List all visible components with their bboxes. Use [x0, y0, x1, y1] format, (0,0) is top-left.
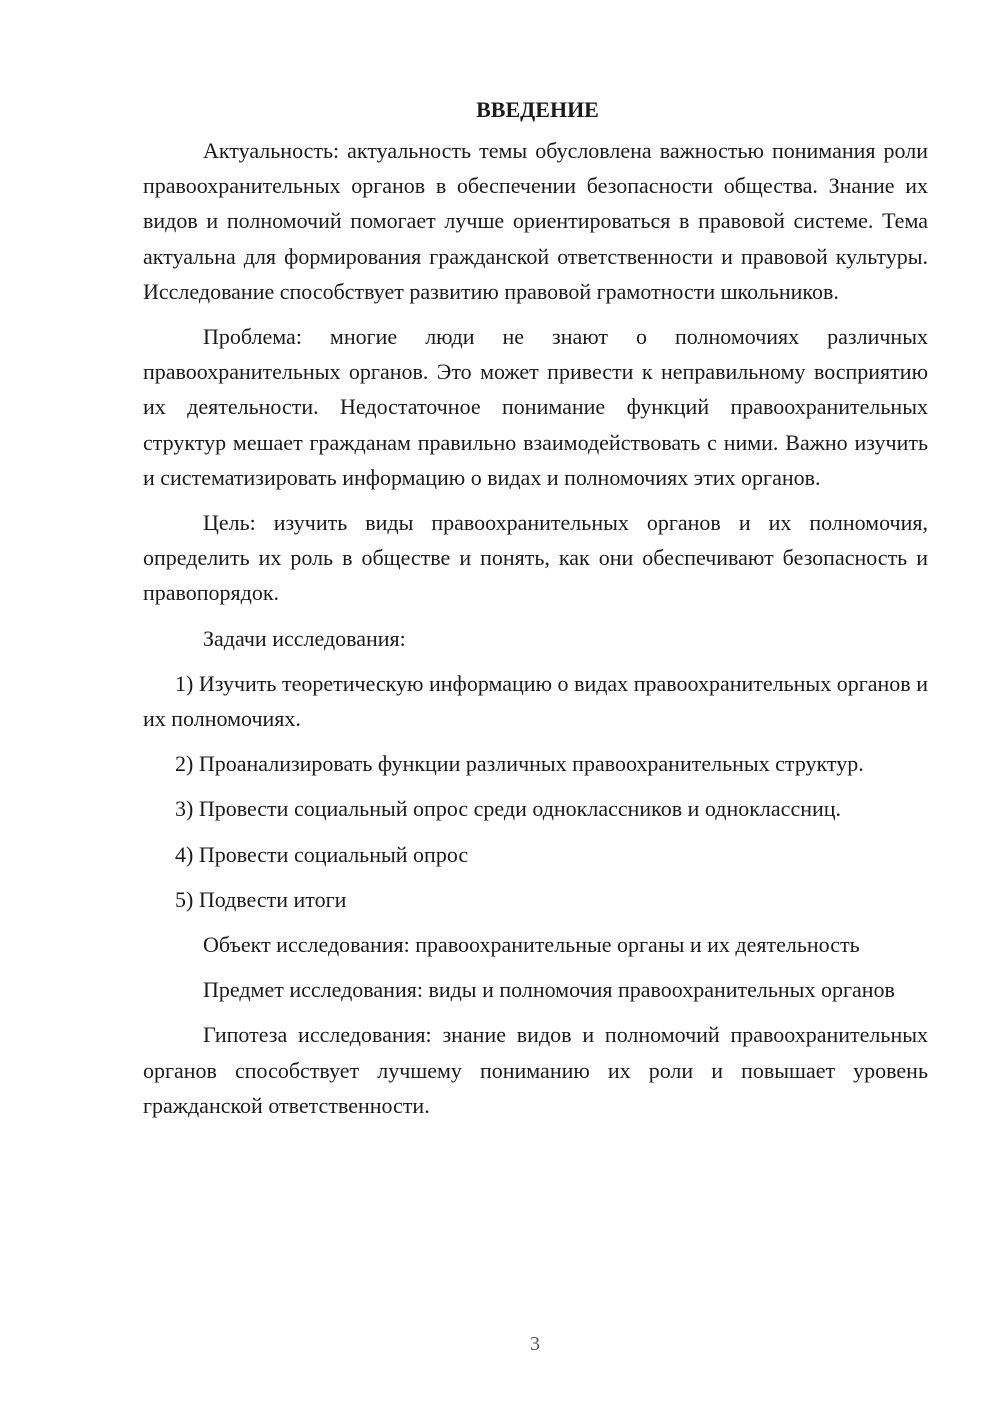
goal-paragraph: Цель: изучить виды правоохранительных органов и их полномочия, определить их роль в обществе и понять, как они обеспечивают безопасность и правопорядок. — [143, 510, 928, 606]
hypothesis-paragraph: Гипотеза исследования: знание видов и полномочий правоохранительных органов способствует лучшему пониманию их роли и повышает уровень гражданской ответственности. — [143, 1022, 928, 1118]
relevance-paragraph: Актуальность: актуальность темы обусловлена важностью понимания роли правоохранительных органов в обеспечении безопасности общества. Знание их видов и полномочий помогает лучше ориентироваться в правовой системе. Тема актуальна для формирования гражданской ответственности и правовой культуры. Исследование способствует развитию правовой грамотности школьников. — [143, 138, 928, 304]
task-item-1: 1) Изучить теоретическую информацию о видах правоохранительных органов и их полномочиях. — [143, 670, 928, 732]
task-item-4: 4) Провести социальный опрос — [175, 841, 469, 867]
object-paragraph: Объект исследования: правоохранительные органы и их деятельность — [203, 932, 860, 958]
task-item-2: 2) Проанализировать функции различных правоохранительных структур. — [175, 751, 864, 777]
tasks-heading: Задачи исследования: — [203, 625, 406, 651]
document-page — [143, 92, 928, 1133]
subject-paragraph: Предмет исследования: виды и полномочия правоохранительных органов — [203, 977, 895, 1003]
problem-paragraph: Проблема: многие люди не знают о полномочиях различных правоохранительных органов. Это может привести к неправильному восприятию их деятельности. Недостаточное понимание функций правоохранительных структур мешает гражданам правильно взаимодействовать с ними. Важно изучить и систематизировать информацию о видах и полномочиях этих органов. — [143, 324, 928, 490]
section-title: ВВЕДЕНИЕ — [476, 97, 599, 122]
task-item-5: 5) Подвести итоги — [175, 886, 347, 912]
task-item-3: 3) Провести социальный опрос среди одноклассников и одноклассниц. — [175, 796, 842, 822]
page-number: 3 — [530, 1333, 540, 1355]
